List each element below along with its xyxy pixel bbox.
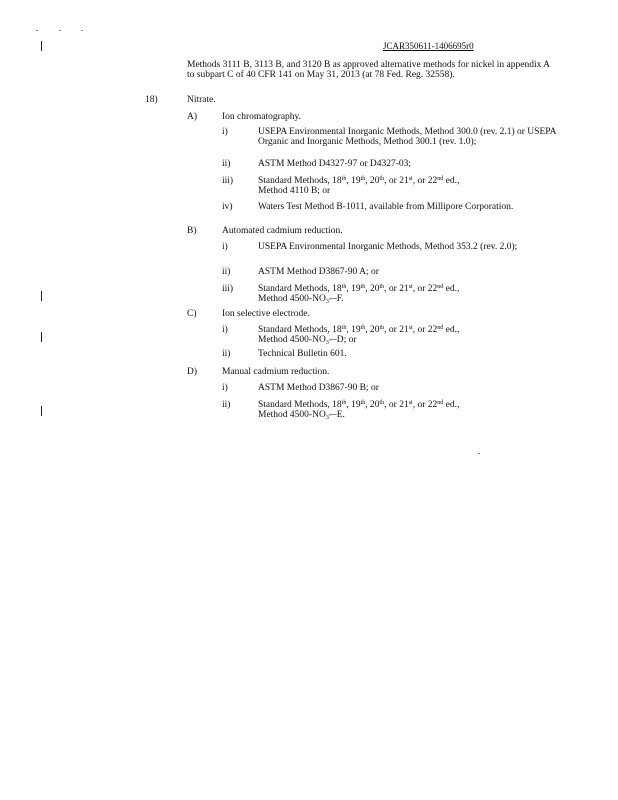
subscript: 3 [325, 340, 329, 346]
subscript: 3 [325, 415, 329, 421]
change-bar [41, 41, 42, 51]
subitem-number: iii) [222, 284, 234, 294]
superscript: th [360, 176, 366, 182]
section-title: Ion chromatography. [222, 112, 302, 122]
superscript: th [379, 400, 385, 406]
text-run: Standard Methods, 18 [258, 284, 342, 294]
superscript: th [360, 325, 366, 331]
text-run: Method 4110 B; or [258, 186, 331, 196]
text-run: Standard Methods, 18 [258, 176, 342, 186]
text-run: Standard Methods, 18 [258, 400, 342, 410]
text-run: , 20 [365, 400, 380, 410]
subitem-text: ASTM Method D4327-97 or D4327-03; [258, 159, 412, 169]
subitem-number: ii) [222, 159, 231, 169]
superscript: th [360, 284, 366, 290]
subitem-number: iv) [222, 202, 233, 212]
superscript: th [379, 284, 385, 290]
subitem-text [258, 284, 558, 304]
text-run: , 19 [346, 400, 361, 410]
subitem-text: ASTM Method D3867-90 B; or [258, 383, 379, 393]
text-run: ed., [443, 284, 460, 294]
superscript: st [408, 325, 413, 331]
scan-mark [478, 453, 480, 454]
text-run: , or 22 [412, 325, 438, 335]
subitem-number: i) [222, 127, 228, 137]
intro-paragraph: Methods 3111 B, 3113 B, and 3120 B as approved alternative methods for nickel in appendix A to subpart C of 40 CFR 141 on May 31, 2013 (at 78 Fed. Reg. 32558). [187, 60, 550, 80]
subitem-number: i) [222, 383, 228, 393]
superscript: nd [437, 325, 444, 331]
subitem-text: USEPA Environmental Inorganic Methods, Method 300.0 (rev. 2.1) or USEPA Organic and Inorganic Methods, Method 300.1 (rev. 1.0); [258, 127, 557, 147]
superscript: nd [437, 400, 444, 406]
section-title: Automated cadmium reduction. [222, 226, 343, 236]
subscript: 3 [325, 299, 329, 305]
text-run: , 20 [365, 325, 380, 335]
subitem-number: ii) [222, 349, 231, 359]
item-number: 18) [145, 95, 158, 105]
text-run: , or 21 [384, 176, 409, 186]
text-run: -–D; or [328, 335, 357, 345]
text-run: ed., [443, 325, 460, 335]
text-run: , 20 [365, 284, 380, 294]
superscript: th [341, 176, 347, 182]
text-run: Standard Methods, 18 [258, 325, 342, 335]
text-run: , or 21 [384, 325, 409, 335]
subitem-text: Waters Test Method B-1011, available from Millipore Corporation. [258, 202, 514, 212]
text-run: , or 22 [412, 284, 438, 294]
text-run: -–E. [328, 410, 345, 420]
document-code: JCAR350611-1406695r0 [383, 41, 474, 51]
subitem-text [258, 400, 558, 420]
superscript: th [341, 284, 347, 290]
text-run: , or 21 [384, 400, 409, 410]
text-run: Method 4500-NO [258, 294, 326, 304]
text-run: , or 22 [412, 400, 438, 410]
change-bar [41, 332, 42, 342]
superscript: nd [437, 176, 444, 182]
scan-mark [59, 30, 61, 31]
text-run: , 19 [346, 284, 361, 294]
superscript: th [379, 176, 385, 182]
subitem-number: ii) [222, 267, 231, 277]
text-run: , 19 [346, 325, 361, 335]
superscript: nd [437, 284, 444, 290]
subitem-number: iii) [222, 176, 234, 186]
subitem-number: i) [222, 242, 228, 252]
superscript: th [341, 400, 347, 406]
section-letter: B) [187, 226, 197, 236]
superscript: th [341, 325, 347, 331]
text-run: , 19 [346, 176, 361, 186]
text-run: ed., [443, 176, 460, 186]
change-bar [41, 406, 42, 416]
subitem-text [258, 325, 558, 345]
section-letter: D) [187, 367, 198, 377]
subitem-text: USEPA Environmental Inorganic Methods, Method 353.2 (rev. 2.0); [258, 242, 518, 252]
subitem-text: ASTM Method D3867-90 A; or [258, 267, 379, 277]
text-run: Method 4500-NO [258, 335, 326, 345]
subitem-text: Technical Bulletin 601. [258, 349, 347, 359]
text-run: ed., [443, 400, 460, 410]
text-run: -–F. [328, 294, 344, 304]
section-letter: C) [187, 309, 197, 319]
text-run: , 20 [365, 176, 380, 186]
superscript: th [379, 325, 385, 331]
section-title: Manual cadmium reduction. [222, 367, 330, 377]
subitem-number: i) [222, 325, 228, 335]
scan-mark [36, 30, 38, 31]
text-run: Method 4500-NO [258, 410, 326, 420]
text-run: , or 21 [384, 284, 409, 294]
section-title: Ion selective electrode. [222, 309, 310, 319]
section-letter: A) [187, 112, 198, 122]
subitem-text [258, 176, 558, 196]
change-bar [41, 291, 42, 301]
superscript: th [360, 400, 366, 406]
text-run: , or 22 [412, 176, 438, 186]
superscript: st [408, 400, 413, 406]
subitem-number: ii) [222, 400, 231, 410]
superscript: st [408, 284, 413, 290]
item-title: Nitrate. [187, 95, 216, 105]
scan-mark [81, 30, 83, 31]
superscript: st [408, 176, 413, 182]
